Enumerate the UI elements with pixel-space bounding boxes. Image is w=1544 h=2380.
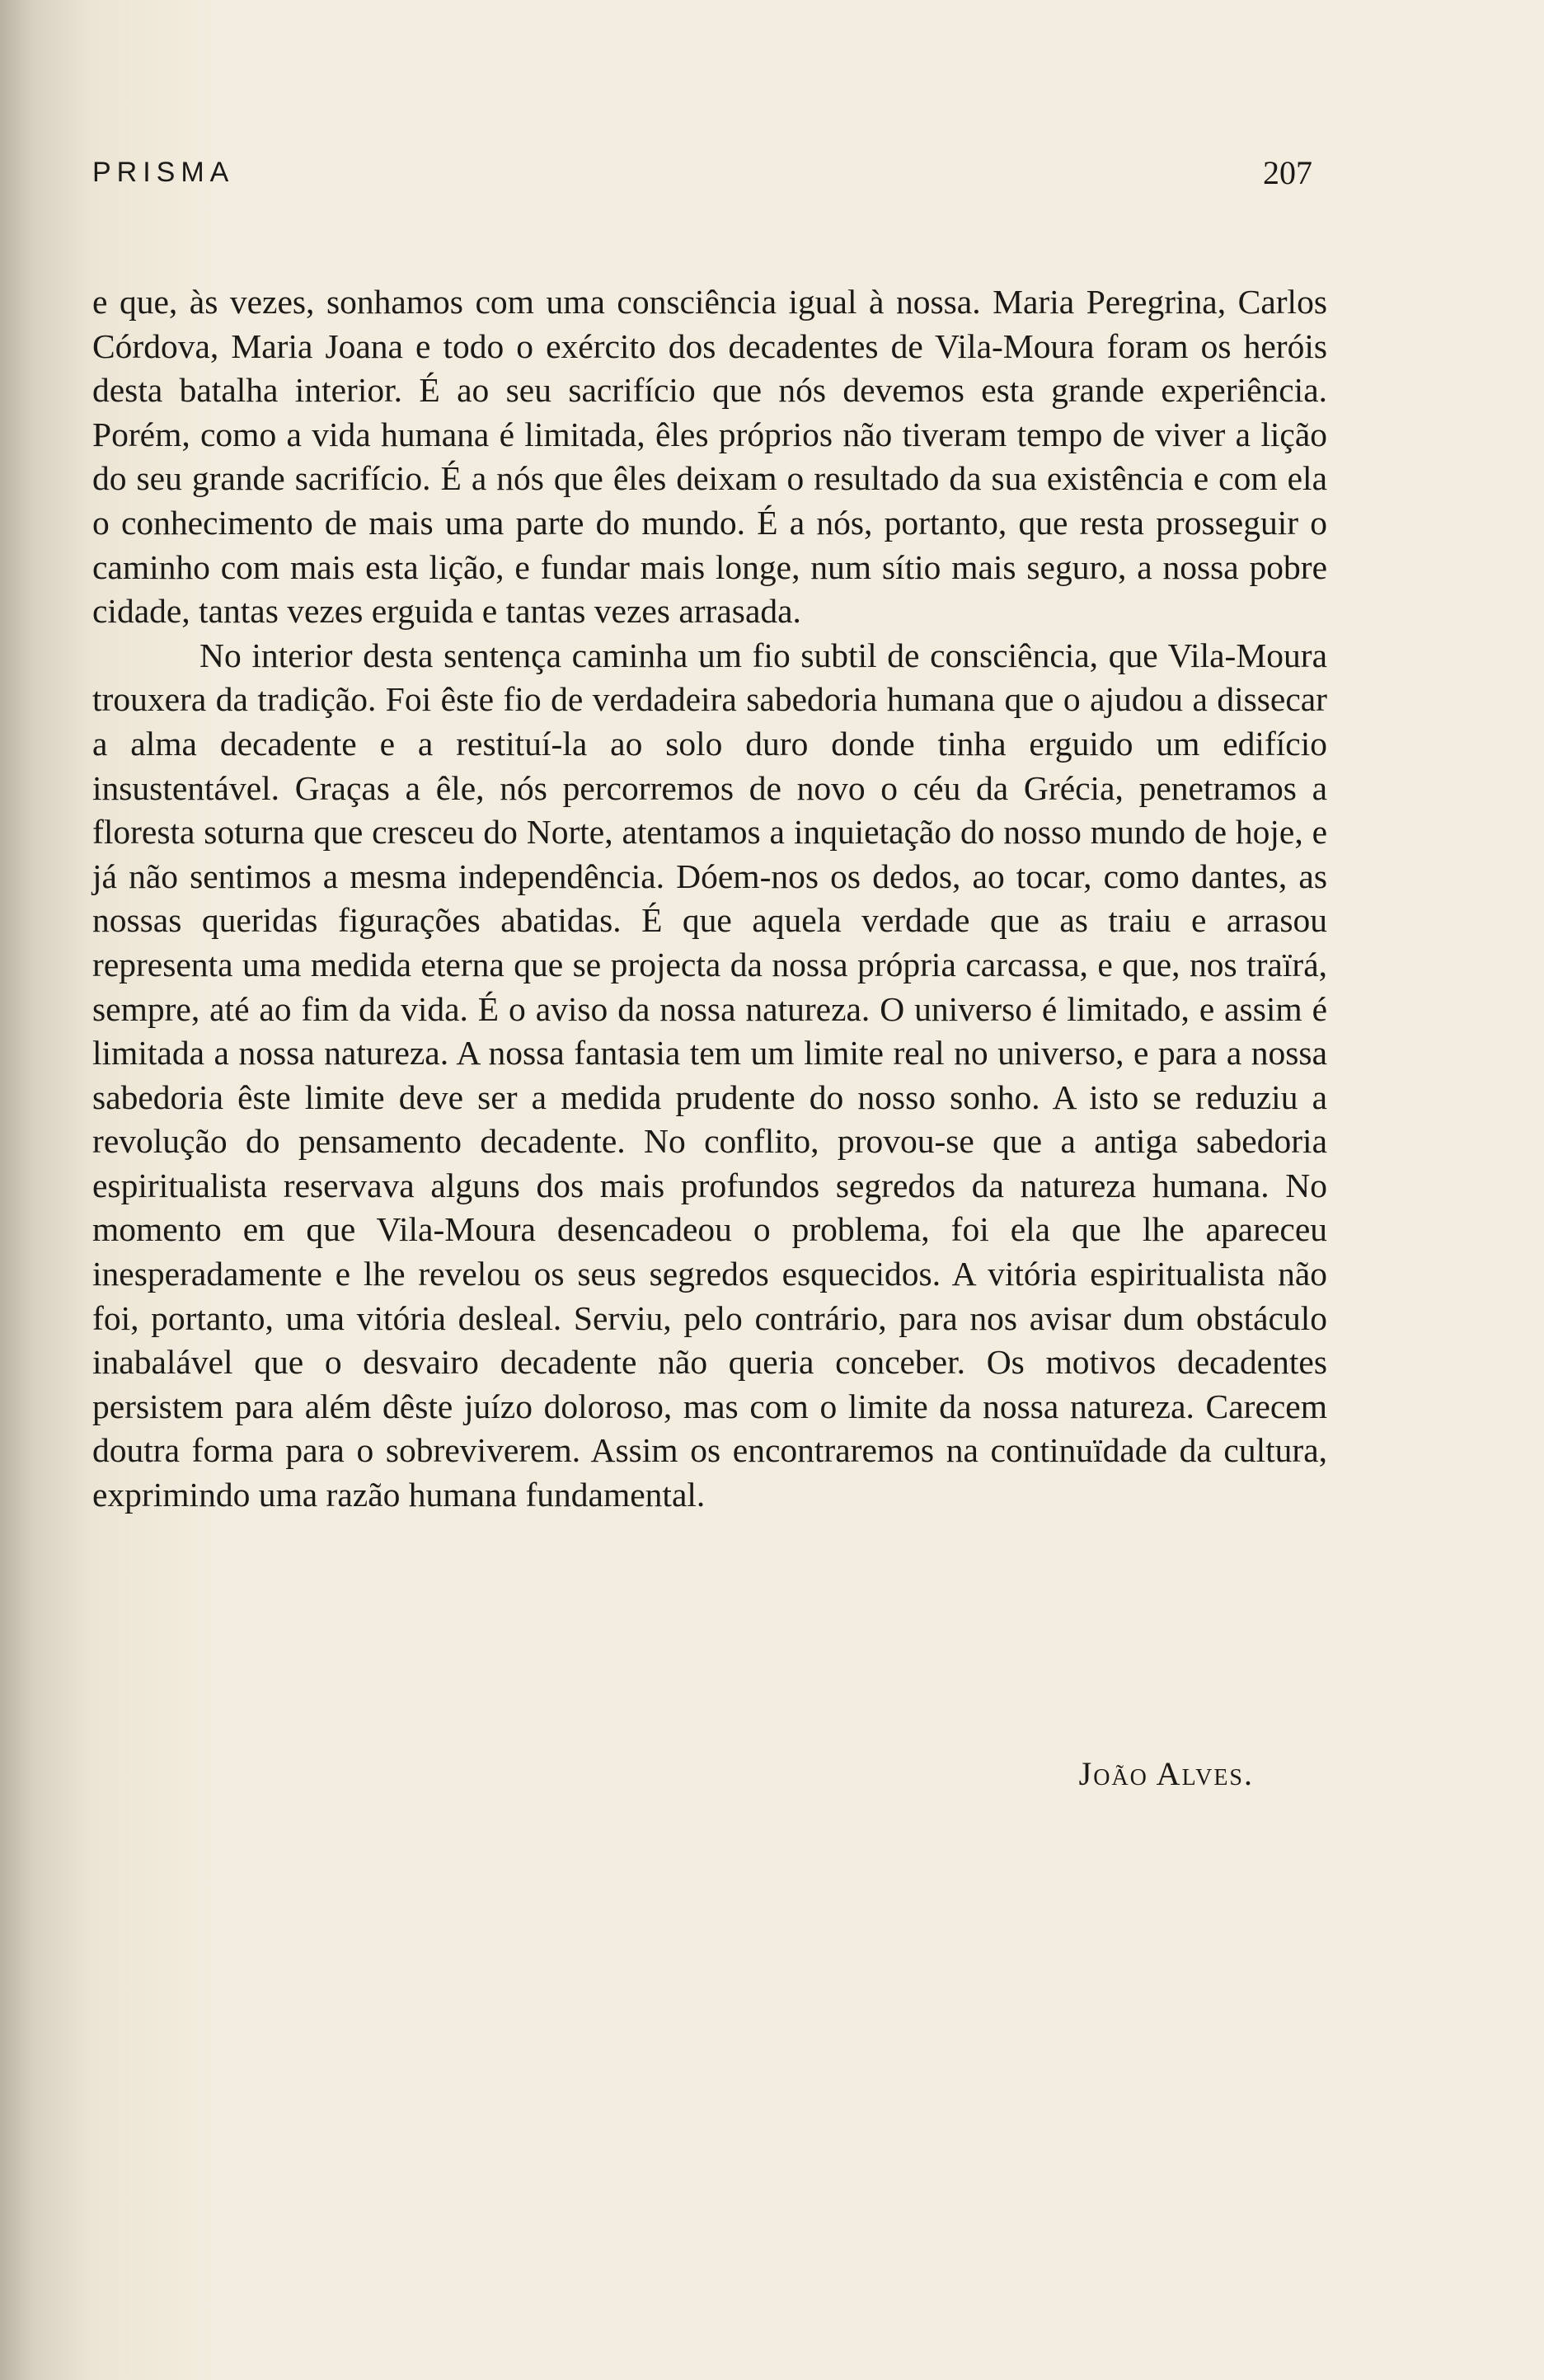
paragraph-1: e que, às vezes, sonhamos com uma consciência igual à nossa. Maria Peregrina, Carlos Córdova, Maria Joana e todo o exército dos decadentes de Vila-Moura foram os heróis desta batalha interior. É ao seu sacrifício que nós devemos esta grande experiência. Porém, como a vida humana é limitada, êles próprios não tiveram tempo de viver a lição do seu grande sacrifício. É a nós que êles deixam o resultado da sua existência e com ela o conhecimento de mais uma parte do mundo. É a nós, portanto, que resta prosseguir o caminho com mais esta lição, e fundar mais longe, num sítio mais seguro, a nossa pobre cidade, tantas vezes erguida e tantas vezes arrasada. — [92, 283, 1327, 631]
article-body — [92, 280, 1327, 1518]
running-title: PRISMA — [92, 157, 235, 188]
page-header — [92, 153, 1312, 203]
page-number: 207 — [1263, 154, 1312, 191]
author-signature: João Alves. — [1078, 1755, 1254, 1792]
paragraph-2: No interior desta sentença caminha um fio subtil de consciência, que Vila-Moura trouxera da tradição. Foi êste fio de verdadeira sabedoria humana que o ajudou a dissecar a alma decadente e a restituí-la ao solo duro donde tinha erguido um edifício insustentável. Graças a êle, nós percorremos de novo o céu da Grécia, penetramos a floresta soturna que cresceu do Norte, atentamos a inquietação do nosso mundo de hoje, e já não sentimos a mesma independência. Dóem-nos os dedos, ao tocar, como dantes, as nossas queridas figurações abatidas. É que aquela verdade que as traiu e arrasou representa uma medida eterna que se projecta da nossa própria carcassa, e que, nos traïrá, sempre, até ao fim da vida. É o aviso da nossa natureza. O universo é limitado, e assim é limitada a nossa natureza. A nossa fantasia tem um limite real no universo, e para a nossa sabedoria êste limite deve ser a medida prudente do nosso sonho. A isto se reduziu a revolução do pensamento decadente. No conflito, provou-se que a antiga sabedoria espiritualista reservava alguns dos mais profundos segredos da natureza humana. No momento em que Vila-Moura desencadeou o problema, foi ela que lhe apareceu inesperadamente e lhe revelou os seus segredos esquecidos. A vitória espiritualista não foi, portanto, uma vitória desleal. Serviu, pelo contrário, para nos avisar dum obstáculo inabalável que o desvairo decadente não queria conceber. Os motivos decadentes persistem para além dêste juízo doloroso, mas com o limite da nossa natureza. Carecem doutra forma para o sobreviverem. Assim os encontraremos na continuïdade da cultura, exprimindo uma razão humana fundamental. — [92, 636, 1327, 1514]
